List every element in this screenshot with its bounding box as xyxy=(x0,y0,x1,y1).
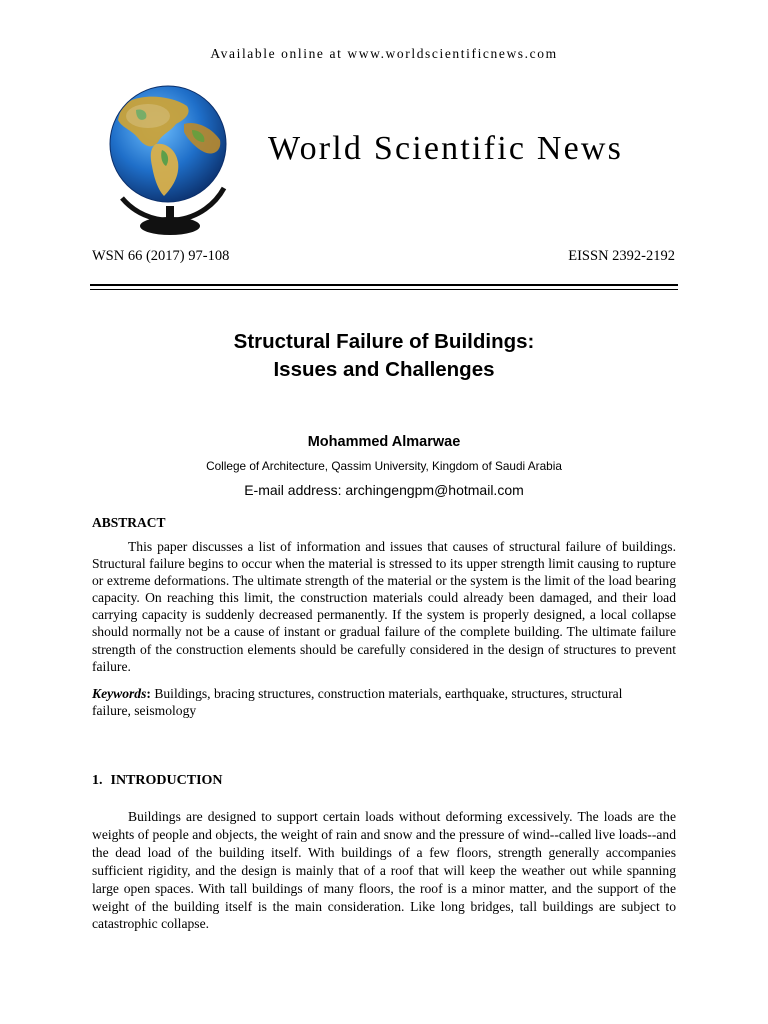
wsn-reference: WSN 66 (2017) 97-108 xyxy=(92,248,230,264)
section-number: 1. xyxy=(92,773,103,788)
abstract-text: This paper discusses a list of information and issues that causes of structural failure of buildings. Structural failure begins to occur when the material is stressed to its upper strength limit causing to rupture or extreme deformations. The ultimate strength of the material or the system is the limit of the load bearing capacity. On reaching this limit, the construction materials could already been damaged, and their load carrying capacity is suddenly decreased permanently. If the system is properly designed, a local collapse should normally not be a cause of instant or gradual failure of the complete building. The ultimate failure strength of the construction elements should be carefully considered in the design of structures to prevent failure. xyxy=(92,539,676,674)
author-email: E-mail address: archingengpm@hotmail.com xyxy=(244,482,524,498)
available-online-line: Available online at www.worldscientificnews.com xyxy=(210,46,558,61)
eissn-number: EISSN 2392-2192 xyxy=(568,248,675,264)
abstract-heading: ABSTRACT xyxy=(92,515,166,530)
header-rule-thin xyxy=(90,289,678,290)
keywords-text: Buildings, bracing structures, construction materials, earthquake, structures, structural failure, seismology xyxy=(92,686,623,719)
paper-title xyxy=(0,328,768,384)
journal-name: World Scientific News xyxy=(268,130,624,167)
title-line-2: Issues and Challenges xyxy=(273,358,495,381)
title-line-1: Structural Failure of Buildings: xyxy=(233,330,535,353)
author-name: Mohammed Almarwae xyxy=(307,434,461,450)
header-rule-thick xyxy=(90,284,678,286)
keywords-block xyxy=(92,685,652,719)
introduction-heading xyxy=(92,773,223,789)
author-affiliation: College of Architecture, Qassim University, Kingdom of Saudi Arabia xyxy=(206,459,562,473)
keywords-label: Keywords xyxy=(92,686,147,701)
keywords-separator: : xyxy=(146,686,155,701)
globe-icon xyxy=(92,80,252,240)
introduction-text: Buildings are designed to support certain loads without deforming excessively. The loads are the weights of people and objects, the weight of rain and snow and the pressure of wind--called live loads--and the dead load of the building itself. With buildings of a few floors, strength generally accompanies sufficient rigidity, and the design is mainly that of a roof that will keep the weather out while spanning large open spaces. With tall buildings of many floors, the roof is a minor matter, and the support of the weight of the building itself is the main consideration. Like long bridges, tall buildings are subject to catastrophic collapse. xyxy=(92,809,676,932)
section-title: INTRODUCTION xyxy=(110,773,223,788)
